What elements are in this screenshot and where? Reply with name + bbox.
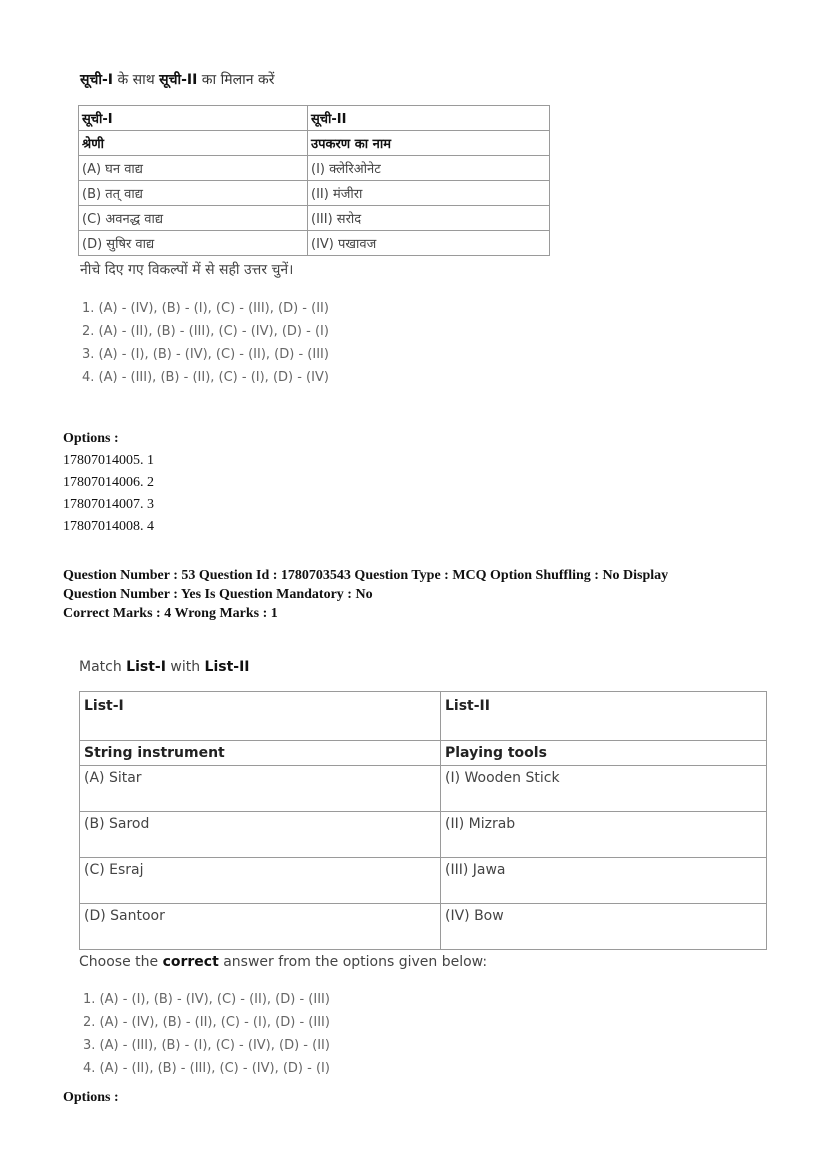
answer-choice: 1. (A) - (I), (B) - (IV), (C) - (II), (D) - (III) xyxy=(83,992,330,1007)
table-row xyxy=(80,904,767,950)
answer-choice: 2. (A) - (IV), (B) - (II), (C) - (I), (D) - (III) xyxy=(83,1015,330,1030)
answer-choice: 4. (A) - (III), (B) - (II), (C) - (I), (D) - (IV) xyxy=(82,370,329,385)
table-cell: (II) Mizrab xyxy=(441,812,767,858)
answer-choice: 4. (A) - (II), (B) - (III), (C) - (IV), (D) - (I) xyxy=(83,1061,330,1076)
table-cell: (B) तत् वाद्य xyxy=(79,181,308,206)
choose-emphasis: correct xyxy=(162,954,219,970)
table-row xyxy=(80,812,767,858)
table-header-row xyxy=(79,106,550,131)
table-cell: (I) क्लेरिओनेट xyxy=(308,156,550,181)
question-meta-line: Question Number : 53 Question Id : 1780703543 Question Type : MCQ Option Shuffling : No Display xyxy=(63,568,669,583)
table-header-cell: List-I xyxy=(80,692,441,741)
question-meta-line: Question Number : Yes Is Question Mandatory : No xyxy=(63,587,373,602)
table-row xyxy=(79,231,550,256)
table-cell: (B) Sarod xyxy=(80,812,441,858)
table-row xyxy=(80,766,767,812)
table-row xyxy=(80,858,767,904)
q53-choose-text xyxy=(79,954,779,970)
instruction-list2: सूची-II xyxy=(159,72,198,88)
options-label: Options : xyxy=(63,431,119,446)
table-row xyxy=(79,156,550,181)
q52-answer-list xyxy=(82,297,558,389)
table-header-cell: उपकरण का नाम xyxy=(308,131,550,156)
q52-choose-text: नीचे दिए गए विकल्पों में से सही उत्तर चुनें। xyxy=(80,262,294,278)
instruction-list1: सूची-I xyxy=(80,72,113,88)
table-row xyxy=(79,206,550,231)
instruction-list2: List-II xyxy=(204,659,250,675)
table-cell: (A) घन वाद्य xyxy=(79,156,308,181)
table-header-row xyxy=(80,741,767,766)
q52-question-block xyxy=(78,70,558,389)
q53-question-block xyxy=(79,659,779,1080)
table-header-cell: Playing tools xyxy=(441,741,767,766)
table-header-row xyxy=(80,692,767,741)
table-cell: (II) मंजीरा xyxy=(308,181,550,206)
table-cell: (IV) Bow xyxy=(441,904,767,950)
table-row xyxy=(79,181,550,206)
option-item: 17807014008. 4 xyxy=(63,519,154,534)
q53-options-label: Options : xyxy=(63,1090,119,1105)
table-header-cell: String instrument xyxy=(80,741,441,766)
table-cell: (III) सरोद xyxy=(308,206,550,231)
table-header-cell: सूची-II xyxy=(308,106,550,131)
table-cell: (I) Wooden Stick xyxy=(441,766,767,812)
table-header-cell: श्रेणी xyxy=(79,131,308,156)
q52-match-table xyxy=(78,105,550,256)
instruction-text: with xyxy=(165,659,205,675)
table-header-row xyxy=(79,131,550,156)
q52-instruction xyxy=(80,70,558,89)
table-cell: (C) Esraj xyxy=(80,858,441,904)
table-cell: (IV) पखावज xyxy=(308,231,550,256)
q53-instruction xyxy=(79,659,779,675)
table-cell: (D) Santoor xyxy=(80,904,441,950)
instruction-text: का मिलान करें xyxy=(197,72,275,88)
option-item: 17807014005. 1 xyxy=(63,453,154,468)
instruction-text: के साथ xyxy=(113,72,160,88)
q53-meta xyxy=(63,566,783,623)
table-cell: (C) अवनद्ध वाद्य xyxy=(79,206,308,231)
option-item: 17807014006. 2 xyxy=(63,475,154,490)
table-cell: (III) Jawa xyxy=(441,858,767,904)
table-cell: (A) Sitar xyxy=(80,766,441,812)
table-cell: (D) सुषिर वाद्य xyxy=(79,231,308,256)
table-header-cell: सूची-I xyxy=(79,106,308,131)
instruction-text: Match xyxy=(79,659,127,675)
marks-line: Correct Marks : 4 Wrong Marks : 1 xyxy=(63,606,278,621)
q53-match-table xyxy=(79,691,767,950)
answer-choice: 3. (A) - (III), (B) - (I), (C) - (IV), (D) - (II) xyxy=(83,1038,330,1053)
instruction-list1: List-I xyxy=(126,659,166,675)
answer-choice: 1. (A) - (IV), (B) - (I), (C) - (III), (D) - (II) xyxy=(82,301,329,316)
choose-text: Choose the xyxy=(79,954,163,970)
answer-choice: 2. (A) - (II), (B) - (III), (C) - (IV), (D) - (I) xyxy=(82,324,329,339)
choose-text: answer from the options given below: xyxy=(218,954,488,970)
q52-options xyxy=(63,428,154,538)
table-header-cell: List-II xyxy=(441,692,767,741)
q53-answer-list xyxy=(83,988,779,1080)
answer-choice: 3. (A) - (I), (B) - (IV), (C) - (II), (D) - (III) xyxy=(82,347,329,362)
option-item: 17807014007. 3 xyxy=(63,497,154,512)
